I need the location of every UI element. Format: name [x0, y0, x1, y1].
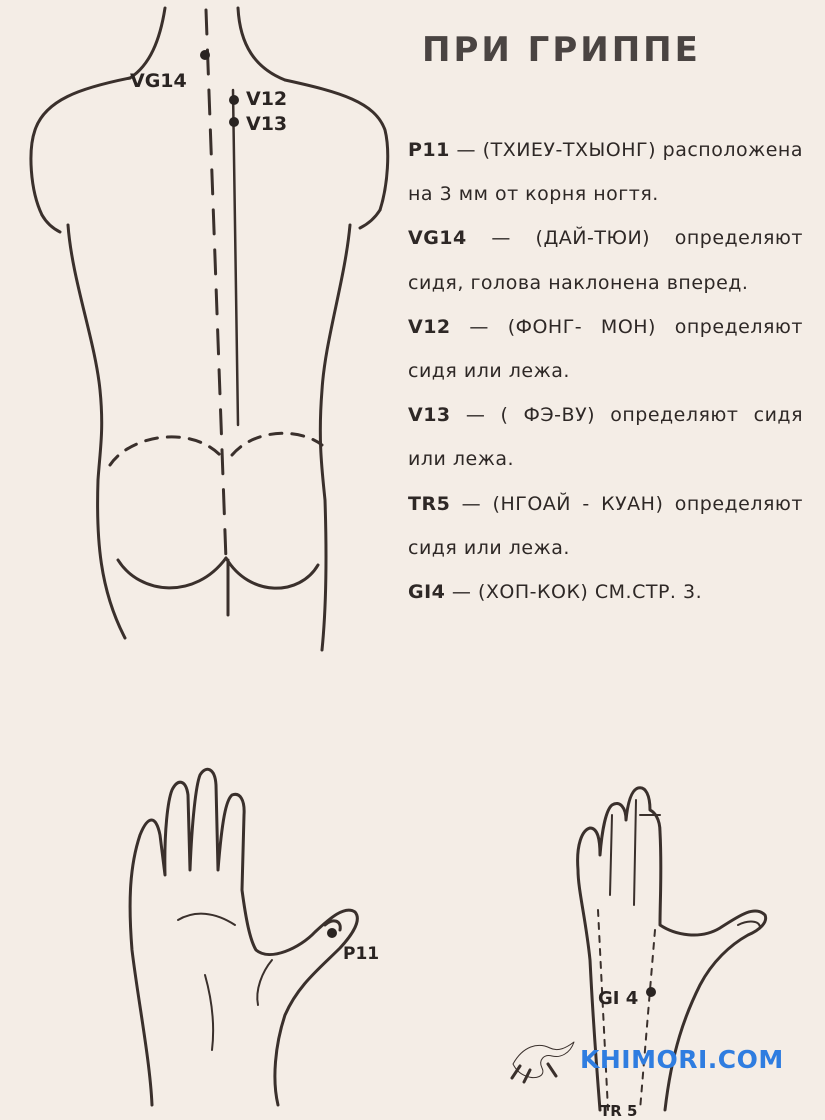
description-v12: [408, 305, 803, 393]
palm-line-3: [257, 960, 272, 1005]
point-text: — (ТХИЕУ-ТХЫОНГ) расположена на 3 мм от корня ногтя.: [408, 139, 803, 206]
label-p11: P11: [343, 944, 380, 964]
v12-point: [229, 95, 239, 105]
label-tr5: TR 5: [600, 1102, 638, 1120]
palm-line-1: [178, 914, 235, 925]
point-text: — (НГОАЙ - КУАН) определяют сидя или лежа.: [408, 492, 803, 559]
v13-point: [229, 117, 239, 127]
left-side-outline: [68, 225, 125, 638]
left-arm-inner-line: [42, 215, 60, 232]
description-p11: [408, 128, 803, 216]
left-hand-figure: [130, 769, 357, 1105]
point-code: GI4: [408, 581, 446, 604]
buttock-right-upper-dashed: [232, 433, 322, 455]
watermark-text: KHIMORI.COM: [580, 1045, 784, 1074]
point-code: P11: [408, 139, 450, 161]
finger-divider-2: [634, 800, 636, 905]
finger-divider-1: [610, 815, 612, 895]
left-shoulder-outline: [31, 78, 130, 215]
right-arm-inner-line: [360, 210, 380, 228]
right-side-outline: [320, 225, 350, 650]
buttock-left-upper-dashed: [110, 437, 220, 465]
neck-left-line: [130, 8, 165, 78]
description-gi4: [408, 570, 803, 614]
right-shoulder-outline: [285, 80, 388, 210]
description-vg14: [408, 216, 803, 304]
label-v13: V13: [246, 113, 288, 135]
p11-point: [327, 928, 337, 938]
label-gi4: GI 4: [598, 988, 639, 1009]
back-figure: [31, 8, 388, 650]
point-text: — (ХОП-КОК) СМ.СТР. 3.: [445, 581, 703, 604]
thumb-nail-right: [738, 922, 760, 928]
watermark: [508, 1034, 808, 1084]
label-v12: V12: [246, 88, 288, 110]
point-code: V12: [408, 315, 451, 338]
spine-dashed-line: [206, 10, 226, 560]
gi4-point: [646, 987, 656, 997]
page-title: ПРИ ГРИППЕ: [422, 30, 701, 70]
point-text: — (ФОНГ- МОН) определяют сидя или лежа.: [408, 315, 803, 383]
label-vg14: VG14: [130, 70, 187, 92]
buttock-right-lower: [226, 558, 318, 588]
description-v13: [408, 393, 803, 481]
point-code: V13: [408, 404, 451, 427]
points-description: [408, 128, 803, 614]
left-hand-outline: [130, 769, 357, 1105]
bladder-meridian-line: [233, 90, 238, 425]
dragon-icon: [508, 1034, 578, 1084]
buttock-left-lower: [118, 558, 226, 588]
point-text: — (ДАЙ-ТЮИ) определяют сидя, голова наклонена вперед.: [408, 227, 803, 294]
point-code: TR5: [408, 492, 451, 515]
description-tr5: [408, 482, 803, 570]
neck-right-line: [238, 8, 285, 80]
point-text: — ( ФЭ-ВУ) определяют сидя или лежа.: [408, 404, 803, 471]
palm-line-2: [205, 975, 213, 1050]
point-code: VG14: [408, 227, 467, 250]
vg14-point: [200, 50, 210, 60]
